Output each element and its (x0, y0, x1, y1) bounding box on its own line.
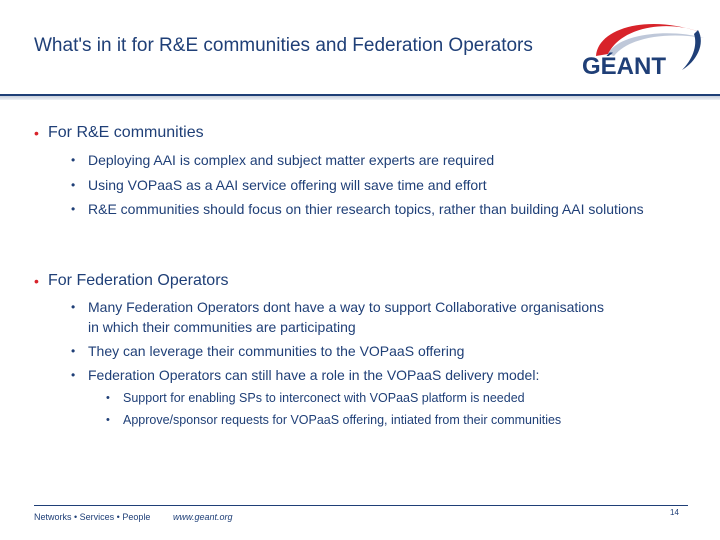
bullet-item (71, 365, 671, 385)
section-heading-text: For Federation Operators (48, 272, 229, 289)
bullet-icon: • (71, 178, 76, 192)
bullet-text: Using VOPaaS as a AAI service offering will save time and effort (88, 177, 487, 193)
sub-bullet-text: Approve/sponsor requests for VOPaaS offering, intiated from their communities (123, 413, 562, 427)
bullet-icon: • (71, 300, 76, 314)
bullet-icon: • (106, 414, 110, 426)
bullet-icon: • (71, 344, 76, 358)
bullet-text: They can leverage their communities to the VOPaaS offering (88, 343, 465, 359)
sub-bullet-item (106, 411, 686, 429)
bullet-text: Many Federation Operators dont have a way to support Collaborative organisations in which their communities are participating (88, 299, 604, 335)
bullet-item (71, 297, 611, 337)
bullet-icon: • (34, 273, 39, 289)
bullet-icon: • (71, 368, 76, 382)
page-number: 14 (670, 508, 679, 517)
bullet-text: Federation Operators can still have a role in the VOPaaS delivery model: (88, 367, 540, 383)
bullet-icon: • (71, 202, 76, 216)
sub-bullet-text: Support for enabling SPs to interconect with VOPaaS platform is needed (123, 391, 525, 405)
geant-logo (578, 16, 708, 80)
bullet-item (71, 199, 646, 219)
bullet-icon: • (34, 125, 39, 141)
bullet-icon: • (71, 153, 76, 167)
bullet-icon: • (106, 392, 110, 404)
bullet-item (71, 341, 671, 361)
sub-bullet-item (106, 389, 686, 407)
bullet-item (71, 175, 671, 195)
slide-title: What's in it for R&E communities and Federation Operators (34, 35, 533, 56)
bullet-text: R&E communities should focus on thier research topics, rather than building AAI solutions (88, 201, 644, 217)
bullet-item (71, 150, 671, 170)
section-heading-text: For R&E communities (48, 124, 204, 141)
footer-website: www.geant.org (173, 512, 233, 522)
logo-text: GÉANT (582, 53, 666, 80)
footer-divider (34, 505, 688, 506)
bullet-text: Deploying AAI is complex and subject matter experts are required (88, 152, 495, 168)
footer-tagline: Networks • Services • People (34, 512, 151, 522)
title-divider (0, 94, 720, 100)
